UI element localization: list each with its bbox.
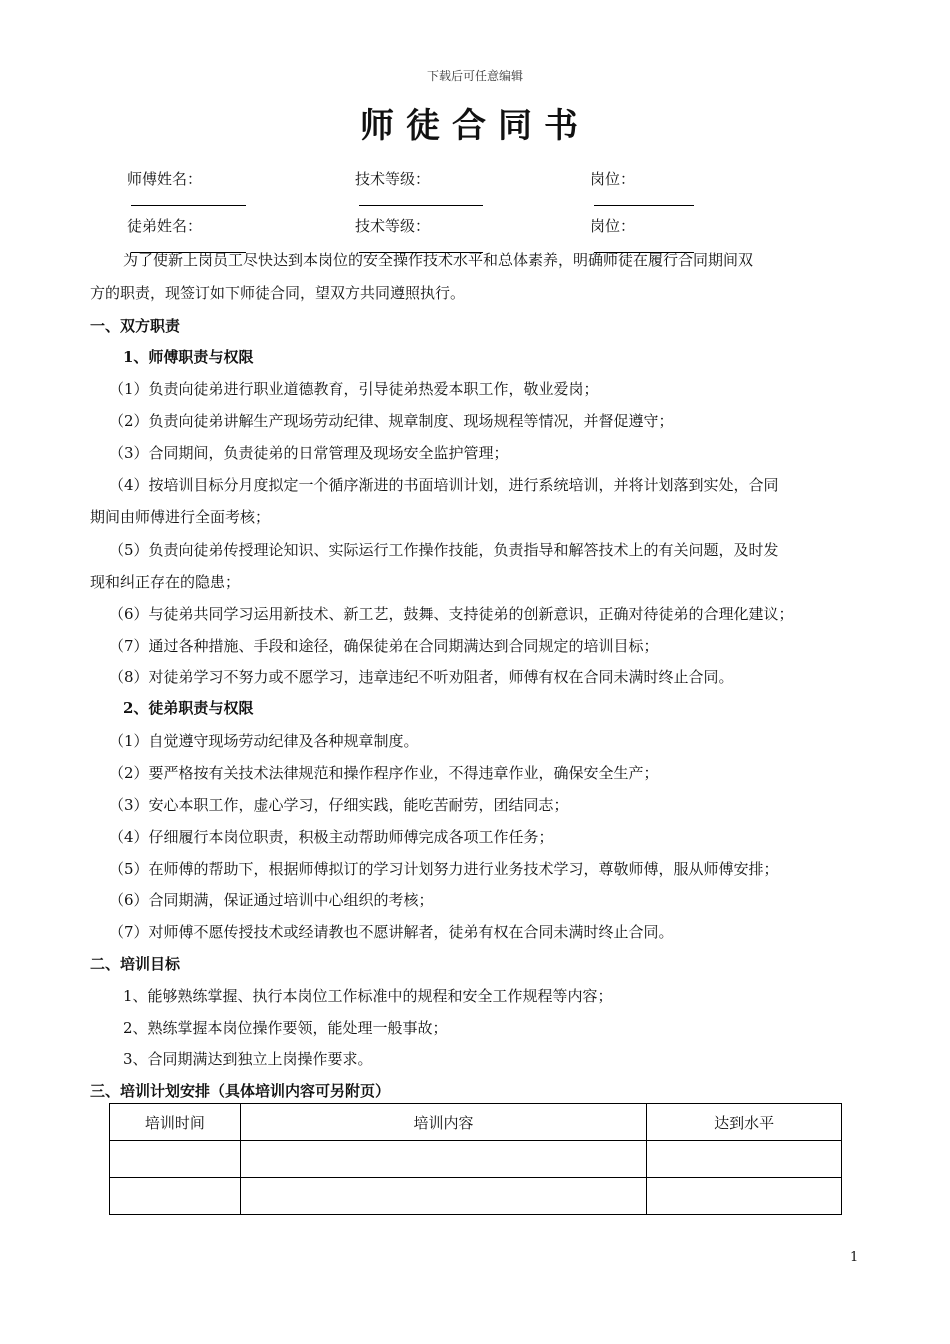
apprentice-duties-heading: 2、徒弟职责与权限: [123, 699, 254, 717]
table-cell[interactable]: [240, 1178, 646, 1215]
apprentice-duty-item: （6）合同期满，保证通过培训中心组织的考核；: [109, 891, 434, 909]
master-duty-item: （2）负责向徒弟讲解生产现场劳动纪律、规章制度、现场规程等情况，并督促遵守；: [109, 412, 674, 430]
intro-line-1: 为了使新上岗员工尽快达到本岗位的安全操作技术水平和总体素养，明确师徒在履行合同期间双: [123, 251, 754, 269]
training-goal-item: 1、能够熟练掌握、执行本岗位工作标准中的规程和安全工作规程等内容；: [123, 987, 613, 1005]
table-cell[interactable]: [110, 1141, 241, 1178]
master-name-blank[interactable]: [131, 189, 246, 206]
master-duty-item: （5）负责向徒弟传授理论知识、实际运行工作操作技能，负责指导和解答技术上的有关问题，及时发: [109, 541, 779, 559]
training-plan-table: [109, 1103, 842, 1215]
master-duty-item: （6）与徒弟共同学习运用新技术、新工艺，鼓舞、支持徒弟的创新意识，正确对待徒弟的合理化建议；: [109, 605, 794, 623]
training-goal-item: 2、熟练掌握本岗位操作要领，能处理一般事故；: [123, 1019, 448, 1037]
master-post-field: [590, 168, 694, 210]
apprentice-duty-item: （1）自觉遵守现场劳动纪律及各种规章制度。: [109, 732, 419, 750]
master-name-label: 师傅姓名：: [127, 170, 203, 188]
apprentice-duty-item: （2）要严格按有关技术法律规范和操作程序作业，不得违章作业，确保安全生产；: [109, 764, 659, 782]
section-3-heading: 三、培训计划安排（具体培训内容可另附页）: [90, 1082, 391, 1100]
master-duty-item: （3）合同期间，负责徒弟的日常管理及现场安全监护管理；: [109, 444, 509, 462]
master-post-label: 岗位：: [590, 170, 636, 188]
table-row: [110, 1141, 842, 1178]
table-cell[interactable]: [647, 1178, 842, 1215]
section-1-heading: 一、双方职责: [90, 317, 181, 335]
table-cell[interactable]: [240, 1141, 646, 1178]
apprentice-duty-item: （3）安心本职工作，虚心学习，仔细实践，能吃苦耐劳，团结同志；: [109, 796, 569, 814]
apprentice-name-label: 徒弟姓名：: [127, 217, 203, 235]
master-duty-item-cont: 现和纠正存在的隐患；: [90, 573, 241, 591]
master-name-field: [127, 168, 246, 210]
table-cell[interactable]: [647, 1141, 842, 1178]
master-post-blank[interactable]: [594, 189, 694, 206]
master-duty-item: （7）通过各种措施、手段和途径，确保徒弟在合同期满达到合同规定的培训目标；: [109, 637, 659, 655]
apprentice-level-label: 技术等级：: [355, 217, 431, 235]
master-duty-item: （8）对徒弟学习不努力或不愿学习，违章违纪不听劝阻者，师傅有权在合同未满时终止合同。: [109, 668, 734, 686]
apprentice-duty-item: （7）对师傅不愿传授技术或经请教也不愿讲解者，徒弟有权在合同未满时终止合同。: [109, 923, 674, 941]
master-duty-item: （4）按培训目标分月度拟定一个循序渐进的书面培训计划，进行系统培训，并将计划落到实处，合同: [109, 476, 779, 494]
master-level-field: [355, 168, 483, 210]
table-row: [110, 1178, 842, 1215]
section-2-heading: 二、培训目标: [90, 955, 181, 973]
master-level-label: 技术等级：: [355, 170, 431, 188]
apprentice-post-label: 岗位：: [590, 217, 636, 235]
master-duties-heading: 1、师傅职责与权限: [123, 348, 254, 366]
column-header: 培训内容: [240, 1104, 646, 1141]
column-header: 达到水平: [647, 1104, 842, 1141]
master-level-blank[interactable]: [359, 189, 483, 206]
column-header: 培训时间: [110, 1104, 241, 1141]
master-duty-item: （1）负责向徒弟进行职业道德教育，引导徒弟热爱本职工作，敬业爱岗；: [109, 380, 599, 398]
apprentice-duty-item: （5）在师傅的帮助下，根据师傅拟订的学习计划努力进行业务技术学习，尊敬师傅，服从师傅安排；: [109, 860, 779, 878]
document-title: 师徒合同书: [360, 106, 590, 146]
page-number: 1: [850, 1250, 859, 1265]
apprentice-duty-item: （4）仔细履行本岗位职责，积极主动帮助师傅完成各项工作任务；: [109, 828, 554, 846]
training-goal-item: 3、合同期满达到独立上岗操作要求。: [123, 1050, 373, 1068]
master-duty-item-cont: 期间由师傅进行全面考核；: [90, 508, 271, 526]
table-cell[interactable]: [110, 1178, 241, 1215]
table-header-row: [110, 1104, 842, 1141]
header-note: 下载后可任意编辑: [426, 69, 523, 83]
intro-line-2: 方的职责，现签订如下师徒合同，望双方共同遵照执行。: [90, 284, 466, 302]
